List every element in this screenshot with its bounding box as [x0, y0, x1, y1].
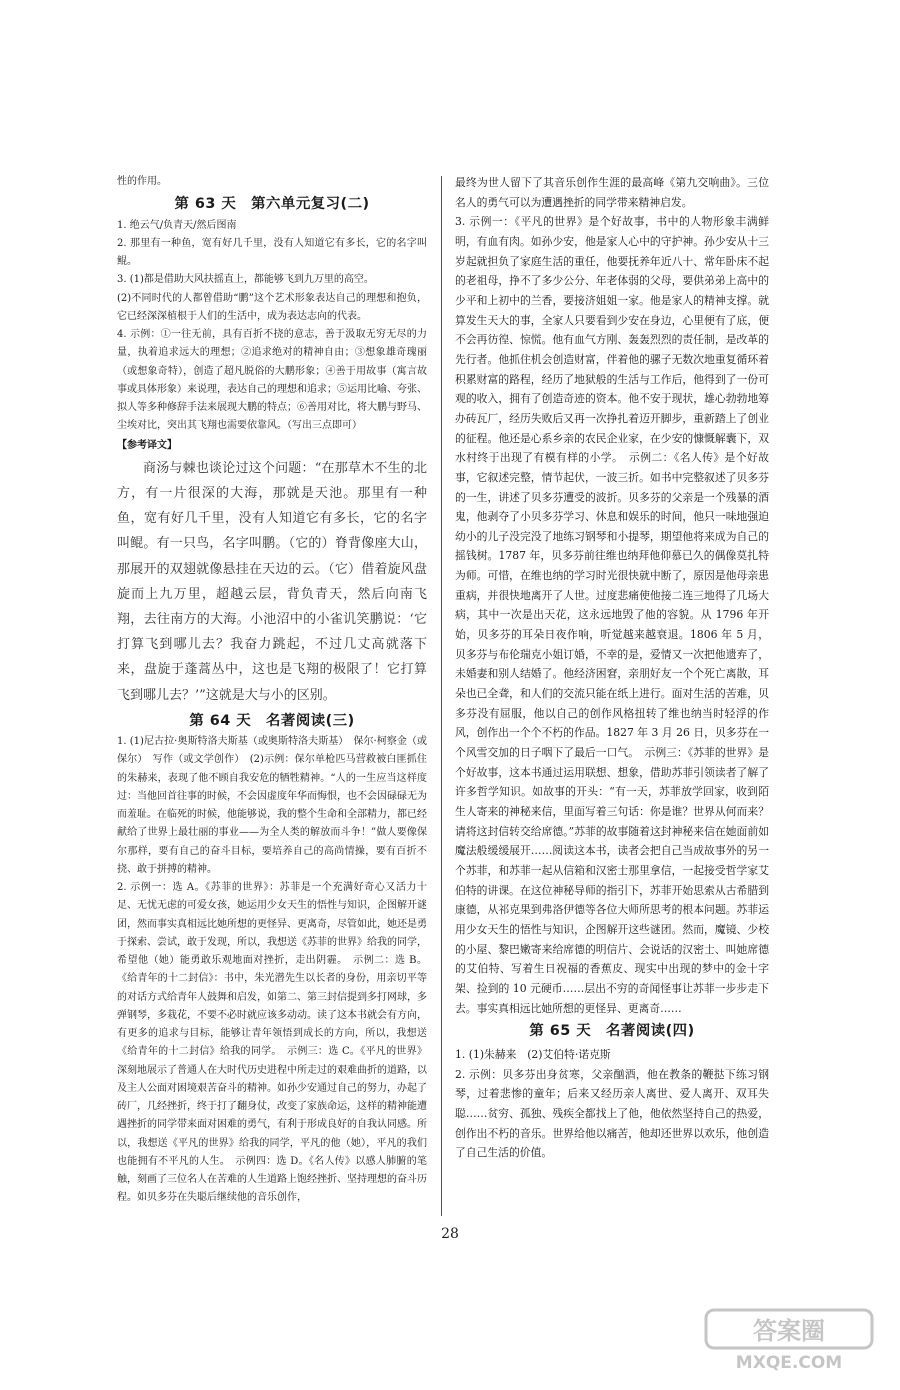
watermark-logo	[704, 1306, 874, 1372]
day63-heading: 第 63 天 第六单元复习(二)	[174, 196, 370, 213]
day64-item-3: 3. 示例一：《平凡的世界》是个好故事，书中的人物形象丰满鲜明，有血有肉。如孙少安，他是家人心中的守护神。孙少安从十三岁起就担负了家庭生活的重任，他要抚养年近八十、常年卧床不起的老祖母，挣不了多少公分、年老体弱的父母，要供弟弟上高中的少平和上初中的兰香，要接济姐姐一家。他是家人的精神支撑。就算发生天大的事，全家人只要看到少安在身边，心里便有了底，便不会再彷徨、惊慌。他有血气方刚、轰轰烈烈的责任制，是改革的先行者。他抓住机会创造财富，伴着他的骡子无数次地重复循环着积累财富的路程，经历了地狱般的生活与工作后，他得到了一份可观的收入，拥有了创造奇迹的资本。他不安于现状，雄心勃勃地筹办砖瓦厂，经历失败后又再一次挣扎着迈开脚步，重新踏上了创业的征程。他还是心系乡亲的农民企业家，在少安的慷慨解囊下，双水村终于出现了有模有样的小学。 示例二：《名人传》是个好故事，它叙述完整，情节起伏，一波三折。如书中完整叙述了贝多芬的一生，讲述了贝多芬遭受的波折。贝多芬的父亲是一个残暴的酒鬼，他剥夺了小贝多芬学习、休息和娱乐的时间，他只一味地强迫幼小的儿子没完没了地练习钢琴和小提琴，期望他将来成为自己的摇钱树。1787 年，贝多芬前往维也纳拜他仰慕已久的偶像莫扎特为师。可惜，在维也纳的学习时光很快就中断了，原因是他母亲患重病，并很快地离开了人世。过度悲痛使他接二连三地得了几场大病，其中一次是出天花，这永远地毁了他的容貌。从 1796 年开始，贝多芬的耳朵日夜作响，听觉越来越衰退。1806 年 5 月，贝多芬与布伦瑞克小姐订婚，不幸的是，爱情又一次把他遗弃了，未婚妻和别人结婚了。他经济困窘，亲朋好友一个个死亡离散，耳朵也已全聋，和人们的交流只能在纸上进行。面对生活的苦难，贝多芬没有屈服，他以自己的创作风格扭转了维也纳当时轻浮的作风，创作出一个个不朽的作品。1827 年 3 月 26 日，贝多芬在一个风雪交加的日子咽下了最后一口气。 示例三：《苏菲的世界》是个好故事，这本书通过运用联想、想象，借助苏菲引领读者了解了许多哲学知识。如故事的开头：“有一天，苏菲放学回家，收到陌生人寄来的神秘来信，里面写着三句话：你是谁？世界从何而来？请将这封信转交给席德。”苏菲的故事随着这封神秘来信在她面前如魔法般缓缓展开……阅读这本书，读者会把自己当成故事外的另一个苏菲，和苏菲一起从信箱和汉密士那里拿信，一起接受哲学家艾伯特的讲课。在这位神秘导师的指引下，苏菲开始思索从古希腊到康德，从祁克果到弗洛伊德等各位大师所思考的根本问题。苏菲运用少女天生的悟性与知识，企图解开这些谜团。然而，魔镜、少校的小屋、黎巴嫩寄来给席德的明信片、会说话的汉密士、叫她席德的艾伯特、写着生日祝福的香蕉皮、现实中出现的梦中的金十字架、捡到的 10 元硬币……层出不穷的奇闻怪事让苏菲一步步走下去。事实真相远比她所想的更怪异、更离奇……	[455, 215, 769, 1015]
day63-item-3a: 3. (1)都是借助大风扶摇直上，都能够飞到九万里的高空。	[117, 274, 374, 286]
day64-heading: 第 64 天 名著阅读(三)	[189, 712, 355, 729]
intro-text: 性的作用。	[117, 176, 167, 187]
day65-heading: 第 65 天 名著阅读(四)	[529, 1023, 695, 1040]
continued-text: 最终为世人留下了其音乐创作生涯的最高峰《第九交响曲》。三位名人的勇气可以为遭遇挫折的同学带来精神启发。	[455, 176, 769, 209]
day63-item-4: 4. 示例：①一往无前，具有百折不挠的意志，善于汲取无穷无尽的力量，执着追求远大的理想；②追求绝对的精神自由；③想象雄奇瑰丽（或想象奇特），创造了超凡脱俗的大鹏形象；④善于用故事（寓言故事或具体形象）来说理，表达自己的理想和追求；⑤运用比喻、夸张、拟人等多种修辞手法来展现大鹏的特点；⑥善用对比，将大鹏与野马、尘埃对比，突出其飞翔也需要依靠风。（写出三点即可）	[117, 329, 427, 432]
day64-item-1: 1. (1)尼古拉·奥斯特洛夫斯基（或奥斯特洛夫斯基） 保尔·柯察金（或保尔） 写作（或文学创作） (2)示例：保尔单枪匹马营救被白匪抓住的朱赫来，表现了他不顾自我安危的牺牲精神。“人的一生应当这样度过：当他回首往事的时候，不会因虚度年华而悔恨，也不会因碌碌无为而羞耻。在临死的时候，他能够说，我的整个生命和全部精力，都已经献给了世界上最壮丽的事业——为全人类的解放而斗争！”做人要像保尔那样，要有自己的奋斗目标，要培养自己的高尚情操，要有百折不挠、敢于拼搏的精神。	[117, 736, 427, 875]
day65-item-2: 2. 示例：贝多芬出身贫寒，父亲酗酒，他在教条的鞭挞下练习钢琴，过着悲惨的童年；后来又经历亲人离世、爱人离开、双耳失聪……贫穷、孤独、残疾全都找上了他，他依然坚持自己的热爱，创作出不朽的音乐。世界给他以痛苦，他却还世界以欢乐，他创造了自己生活的价值。	[455, 1067, 769, 1160]
day65-item-1: 1. (1)朱赫来 (2)艾伯特·诺克斯	[455, 1047, 611, 1061]
left-column	[117, 173, 427, 1208]
right-column	[455, 173, 769, 1163]
day64-item-2: 2. 示例一：选 A。《苏菲的世界》：苏菲是一个充满好奇心又活力十足、无忧无虑的可爱女孩，她运用少女天生的悟性与知识，企图解开谜团，然而事实真相远比她所想的更怪异、更离奇，尽管如此，她还是勇于探索、尝试，敢于发现，所以，我想送《苏菲的世界》给我的同学，希望他（她）能勇敢乐观地面对挫折，走出阴霾。 示例二：选 B。《给青年的十二封信》：书中，朱光潜先生以长者的身份，用亲切平等的对话方式给青年人鼓舞和启发，如第二、第三封信提到多打网球，多弹钢琴，多栽花，不要不必时就应该多动动。读了这本书就会有方向，有更多的追求与目标，能够让青年领悟到成长的方向，所以，我想送《给青年的十二封信》给我的同学。 示例三：选 C。《平凡的世界》深刻地展示了普通人在大时代历史进程中所走过的艰难曲折的道路，以及主人公面对困境艰苦奋斗的精神。如孙少安通过自己的努力，办起了砖厂，几经挫折，终于打了翻身仗，改变了家族命运，这样的精神能遭遇挫折的同学带来面对困难的勇气，有利于形成良好的自我认同感。所以，我想送《平凡的世界》给我的同学，平凡的他（她），平凡的我们也能拥有不平凡的人生。 示例四：选 D。《名人传》以感人肺腑的笔触，刻画了三位名人在苦难的人生道路上饱经挫折、坚持理想的奋斗历程。如贝多芬在失聪后继续他的音乐创作，	[117, 882, 427, 1204]
day63-item-1: 1. 绝云气/负青天/然后图南	[117, 219, 237, 231]
reference-translation	[117, 456, 427, 708]
reference-translation-label: 【参考译文】	[117, 439, 177, 451]
day63-item-2: 2. 那里有一种鱼，宽有好几千里，没有人知道它有多长，它的名字叫鲲。	[117, 237, 427, 267]
svg-text:答案圈: 答案圈	[753, 1317, 825, 1345]
column-divider	[441, 176, 442, 1216]
translation-text: 商汤与棘也谈论过这个问题：“在那草木不生的北方，有一片很深的大海，那就是天池。那里有一种鱼，宽有好几千里，没有人知道它有多长，它的名字叫鲲。有一只鸟，名字叫鹏。（它的）脊背像座大山，那展开的双翅就像悬挂在天边的云。（它）借着旋风盘旋而上九万里，超越云层，背负青天，然后向南飞翔，去往南方的大海。小池沼中的小雀讥笑鹏说：‘它打算飞到哪儿去？我奋力跳起，不过几丈高就落下来，盘旋于蓬蒿丛中，这也是飞翔的极限了！它打算飞到哪儿去？’”这就是大与小的区别。	[117, 460, 427, 703]
svg-text:MXQE.COM: MXQE.COM	[735, 1353, 843, 1372]
day63-item-3b: (2)不同时代的人都曾借助“鹏”这个艺术形象表达自己的理想和抱负，它已经深深植根于人们的生活中，成为表达志向的代表。	[117, 292, 427, 322]
page-number: 28	[441, 1226, 459, 1242]
